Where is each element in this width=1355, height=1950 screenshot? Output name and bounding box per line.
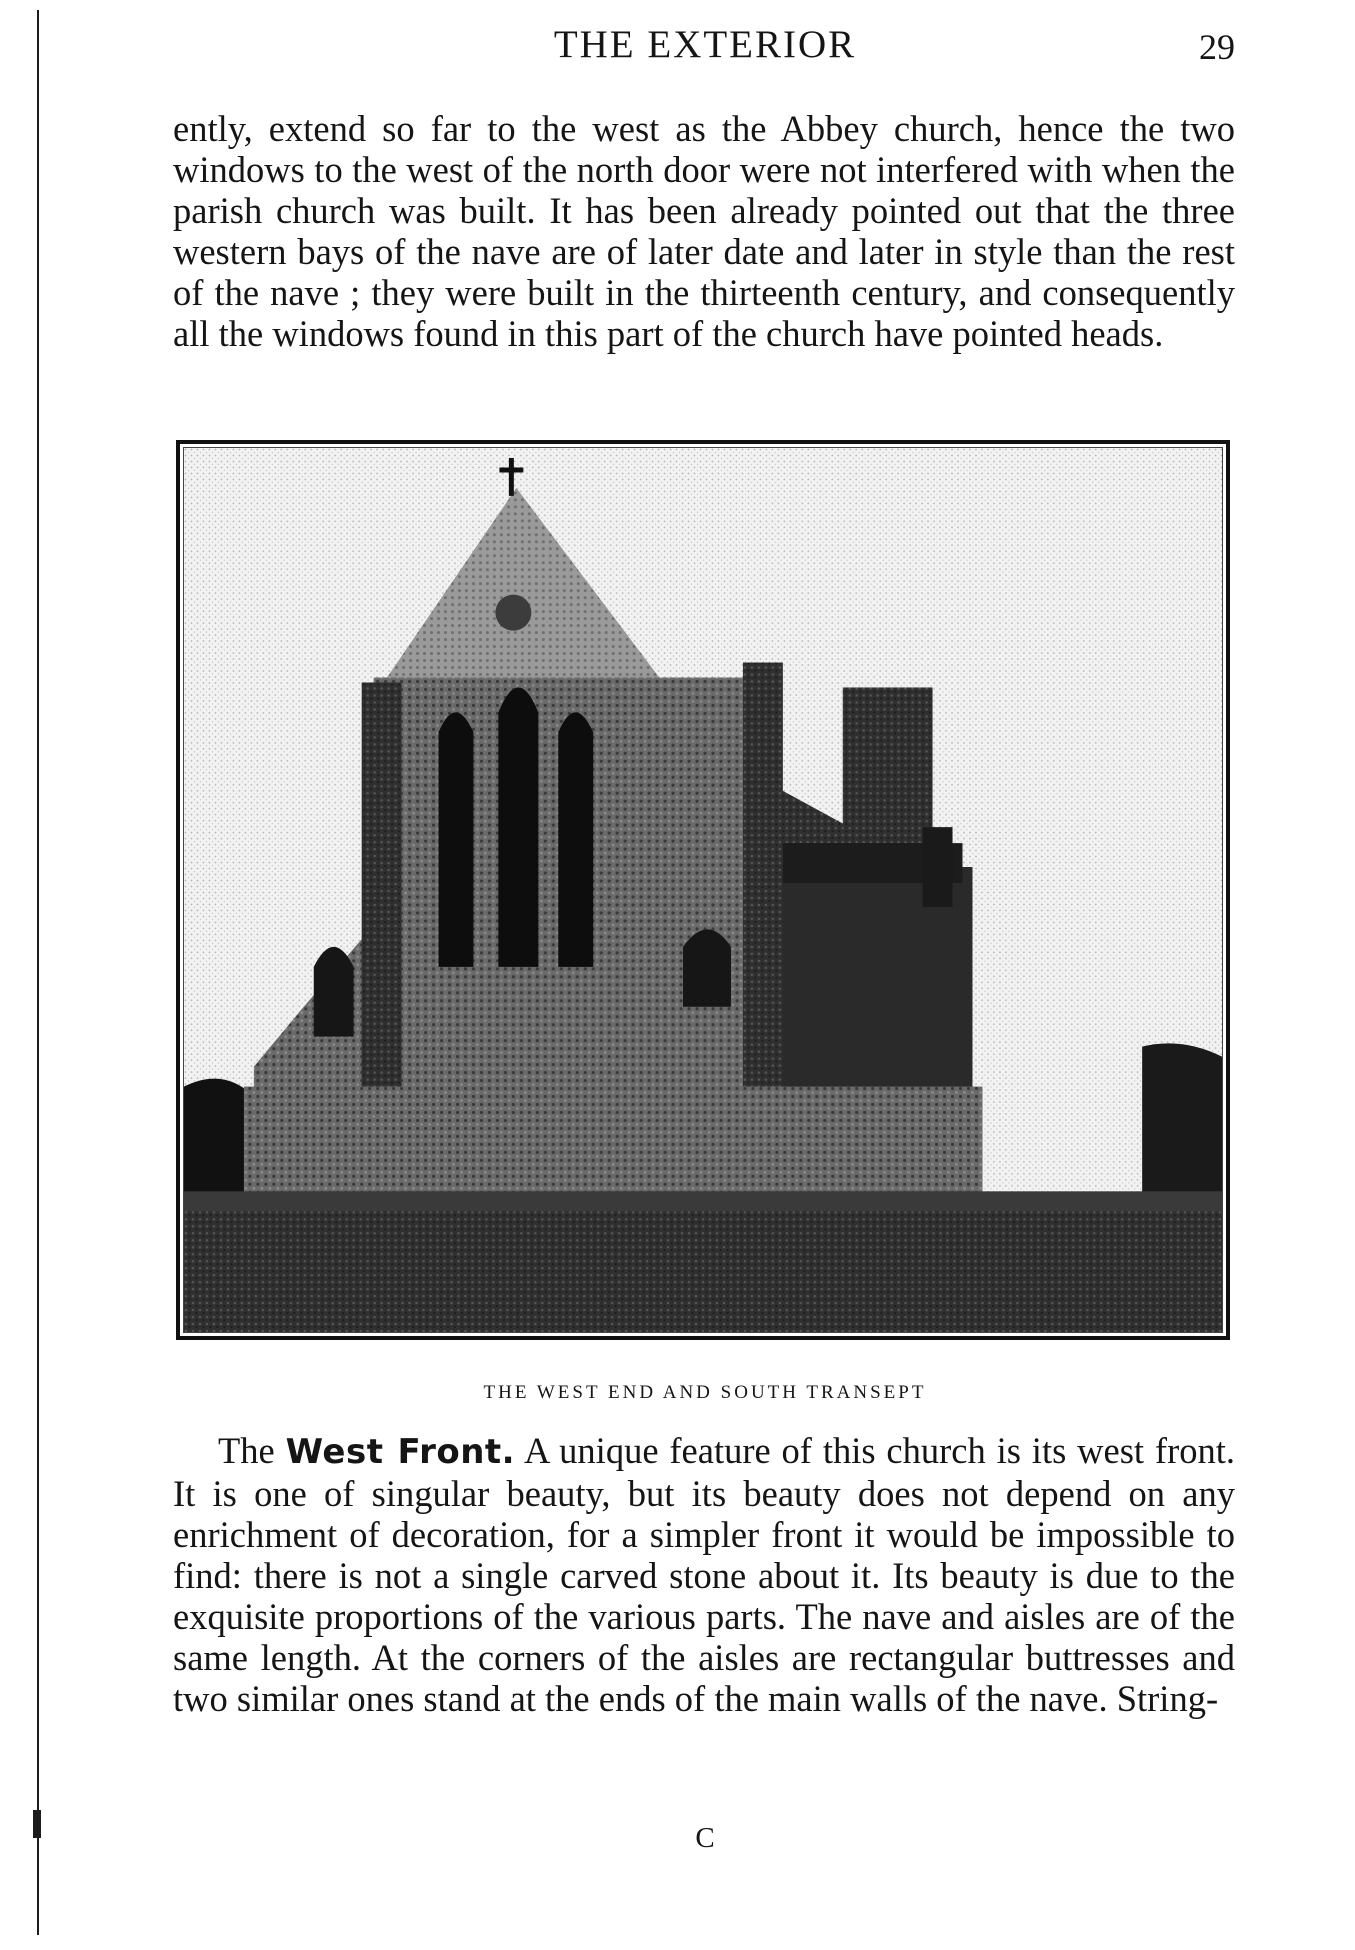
oculus-window [495,595,531,631]
lancet-right [558,712,593,966]
paragraph-2-lead: The [218,1430,275,1471]
church-photograph [176,440,1230,1340]
signature-mark: C [695,1822,715,1854]
west-buttress-right [743,663,783,1102]
paragraph-2 [173,1430,1235,1719]
church-photo-illustration [184,448,1222,1332]
aisle-window-north [314,947,354,1037]
low-hedge [184,1191,1222,1211]
paragraph-2-body: A unique feature of this church is its west front. It is one of singular beauty, but its beauty does not depend on any enrichment of decoration, for a simpler front it would be impossible to find: there is not a single carved stone about it. Its beauty is due to the exquisite proportions of the various parts. The nave and aisles are of the same length. At the corners of the aisles are rectangular buttresses and two similar ones stand at the ends of the main walls of the nave. String- [173,1430,1236,1719]
transept-pinnacle [923,827,953,907]
paragraph-1: ently, extend so far to the west as the Abbey church, hence the two windows to the west of the north door were not interfered with when the parish church was built. It has been already pointed out that the three western bays of the nave are of later date and later in style than the rest of the nave ; they were built in the thirteenth century, and consequently all the windows found in this part of the church have pointed heads. [173,108,1235,354]
aisle-window-south [683,929,731,1006]
running-title: THE EXTERIOR [553,23,857,66]
scan-binding-edge [37,10,39,1935]
west-buttress-left [362,682,402,1101]
foreground-ground [184,1206,1222,1332]
lancet-left [439,712,474,966]
plinth [244,1087,983,1207]
section-heading-west-front: West Front. [285,1432,516,1472]
lancet-center [498,687,538,966]
figure-caption: THE WEST END AND SOUTH TRANSEPT [483,1382,927,1403]
running-head [175,22,1235,68]
page-number: 29 [1199,27,1235,67]
scan-edge-mark [33,1810,41,1838]
